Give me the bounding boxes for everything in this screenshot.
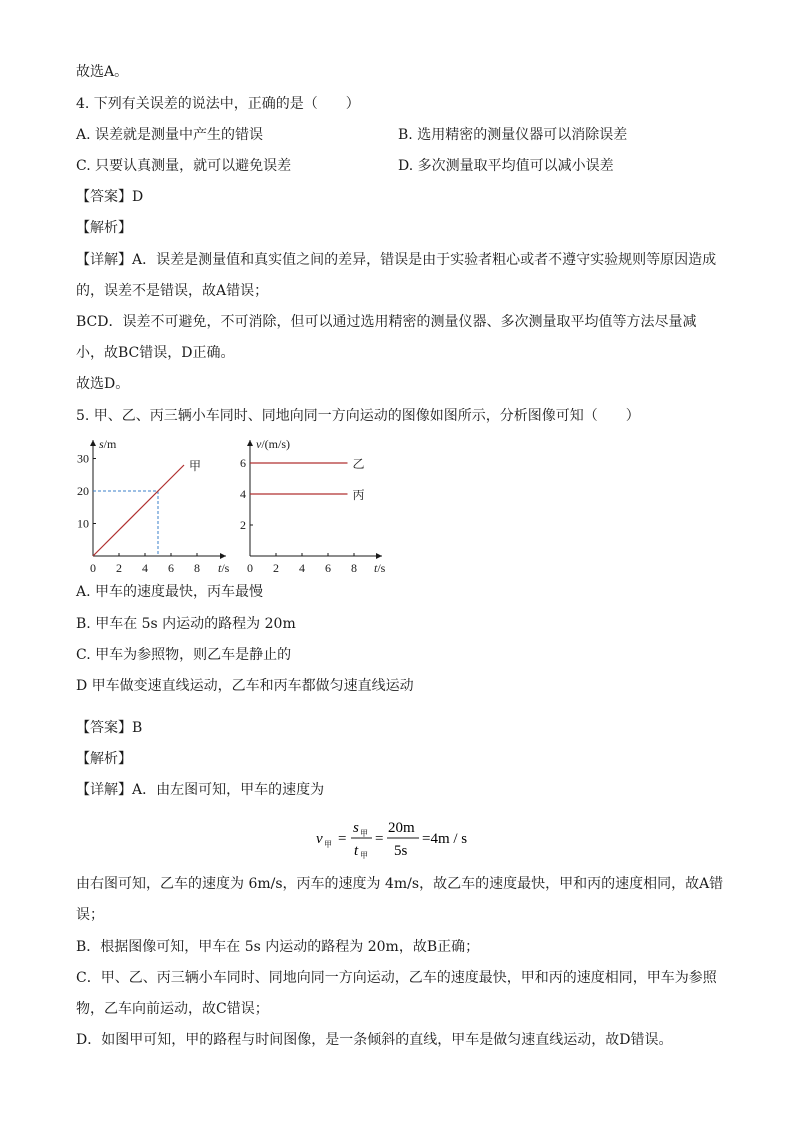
question-4-option-b: B. 选用精密的测量仪器可以消除误差 — [398, 127, 628, 143]
x-tick-label: 2 — [273, 561, 279, 575]
x-axis-arrow — [220, 553, 226, 559]
series-line-甲 — [93, 465, 184, 556]
x-tick-label: 0 — [247, 561, 253, 575]
conclusion-text: 故选A。 — [76, 64, 129, 80]
formula-v-sub: 甲 — [324, 840, 332, 849]
y-tick-label: 30 — [77, 451, 89, 466]
question-5-option-b: B. 甲车在 5s 内运动的路程为 20m — [76, 616, 296, 632]
x-tick-label: 6 — [325, 561, 331, 575]
question-5-detail-line-2: 由右图可知，乙车的速度为 6m/s，丙车的速度为 4m/s，故乙车的速度最快，甲和丙的速度相同，故A错 — [76, 876, 724, 892]
question-5-answer: 【答案】B — [76, 720, 143, 736]
x-axis-label: t/s — [218, 561, 230, 575]
x-tick-label: 4 — [299, 561, 305, 575]
question-5-detail-line-3: 误； — [76, 907, 104, 923]
question-4-answer: 【答案】D — [76, 189, 144, 205]
formula-den: 5s — [394, 843, 408, 859]
y-tick-label: 6 — [240, 456, 246, 470]
y-axis-arrow — [247, 440, 253, 446]
question-4-option-c: C. 只要认真测量，就可以避免误差 — [76, 158, 292, 174]
question-5-option-d: D 甲车做变速直线运动，乙车和丙车都做匀速直线运动 — [76, 678, 414, 694]
formula-v: v — [316, 831, 323, 847]
series-label-丙: 丙 — [352, 488, 365, 502]
question-5-detail-line-5: C．甲、乙、丙三辆小车同时、同地向同一方向运动，乙车的速度最快，甲和丙的速度相同，甲车为参照 — [76, 970, 717, 986]
formula-num: 20m — [388, 820, 415, 836]
x-axis-arrow — [376, 553, 382, 559]
formula-s-sub: 甲 — [360, 829, 368, 838]
question-4-detail-line-3: BCD．误差不可避免，不可消除，但可以通过选用精密的测量仪器、多次测量取平均值等方法尽量减 — [76, 314, 697, 330]
x-tick-label: 6 — [168, 561, 174, 575]
series-label-乙: 乙 — [352, 457, 365, 471]
formula-eq2: = — [375, 831, 384, 847]
x-tick-label: 2 — [116, 561, 122, 575]
question-4-detail-line-2: 的，误差不是错误，故A错误； — [76, 283, 269, 299]
question-4-option-a: A. 误差就是测量中产生的错误 — [76, 127, 264, 143]
y-axis-label: s/m — [99, 437, 117, 451]
formula-eq1: = — [338, 831, 347, 847]
y-tick-label: 20 — [77, 484, 89, 498]
question-5-detail-line-1: 【详解】A．由左图可知，甲车的速度为 — [76, 782, 325, 798]
y-tick-label: 10 — [77, 516, 89, 531]
formula-result: =4m / s — [422, 831, 468, 847]
question-4-detail-line-1: 【详解】A．误差是测量值和真实值之间的差异，错误是由于实验者粗心或者不遵守实验规则等原因造成 — [76, 252, 717, 268]
y-axis-arrow — [90, 440, 96, 446]
formula-s: s — [353, 820, 359, 836]
question-5-option-c: C. 甲车为参照物，则乙车是静止的 — [76, 647, 292, 663]
question-5-stem: 5. 甲、乙、丙三辆小车同时、同地向同一方向运动的图像如图所示，分析图像可知（ ） — [76, 408, 640, 424]
question-5-detail-line-7: D．如图甲可知，甲的路程与时间图像，是一条倾斜的直线，甲车是做匀速直线运动，故D错误。 — [76, 1032, 673, 1048]
formula-t-sub: 甲 — [360, 851, 368, 860]
question-4-stem: 4. 下列有关误差的说法中，正确的是（ ） — [76, 96, 360, 112]
x-tick-label: 0 — [90, 561, 96, 575]
x-tick-label: 8 — [351, 561, 357, 575]
formula-t: t — [354, 843, 359, 859]
chart-v-t — [234, 434, 394, 576]
series-label-甲: 甲 — [189, 459, 202, 473]
x-tick-label: 4 — [142, 561, 148, 575]
question-4-detail-line-5: 故选D。 — [76, 376, 130, 392]
y-axis-label: v/(m/s) — [256, 437, 290, 451]
question-4-detail-line-4: 小，故BC错误，D正确。 — [76, 345, 235, 361]
y-tick-label: 4 — [240, 487, 246, 501]
question-5-analysis-heading: 【解析】 — [76, 751, 132, 767]
question-5-detail-line-4: B．根据图像可知，甲车在 5s 内运动的路程为 20m，故B正确； — [76, 939, 480, 955]
velocity-formula — [316, 816, 486, 862]
question-4-option-d: D. 多次测量取平均值可以减小误差 — [398, 158, 614, 174]
question-4-analysis-heading: 【解析】 — [76, 220, 132, 236]
question-5-detail-line-6: 物，乙车向前运动，故C错误； — [76, 1001, 269, 1017]
y-tick-label: 2 — [240, 518, 246, 532]
question-5-option-a: A. 甲车的速度最快，丙车最慢 — [76, 584, 264, 600]
x-axis-label: t/s — [374, 561, 386, 575]
x-tick-label: 8 — [194, 561, 200, 575]
chart-s-t — [72, 434, 242, 576]
